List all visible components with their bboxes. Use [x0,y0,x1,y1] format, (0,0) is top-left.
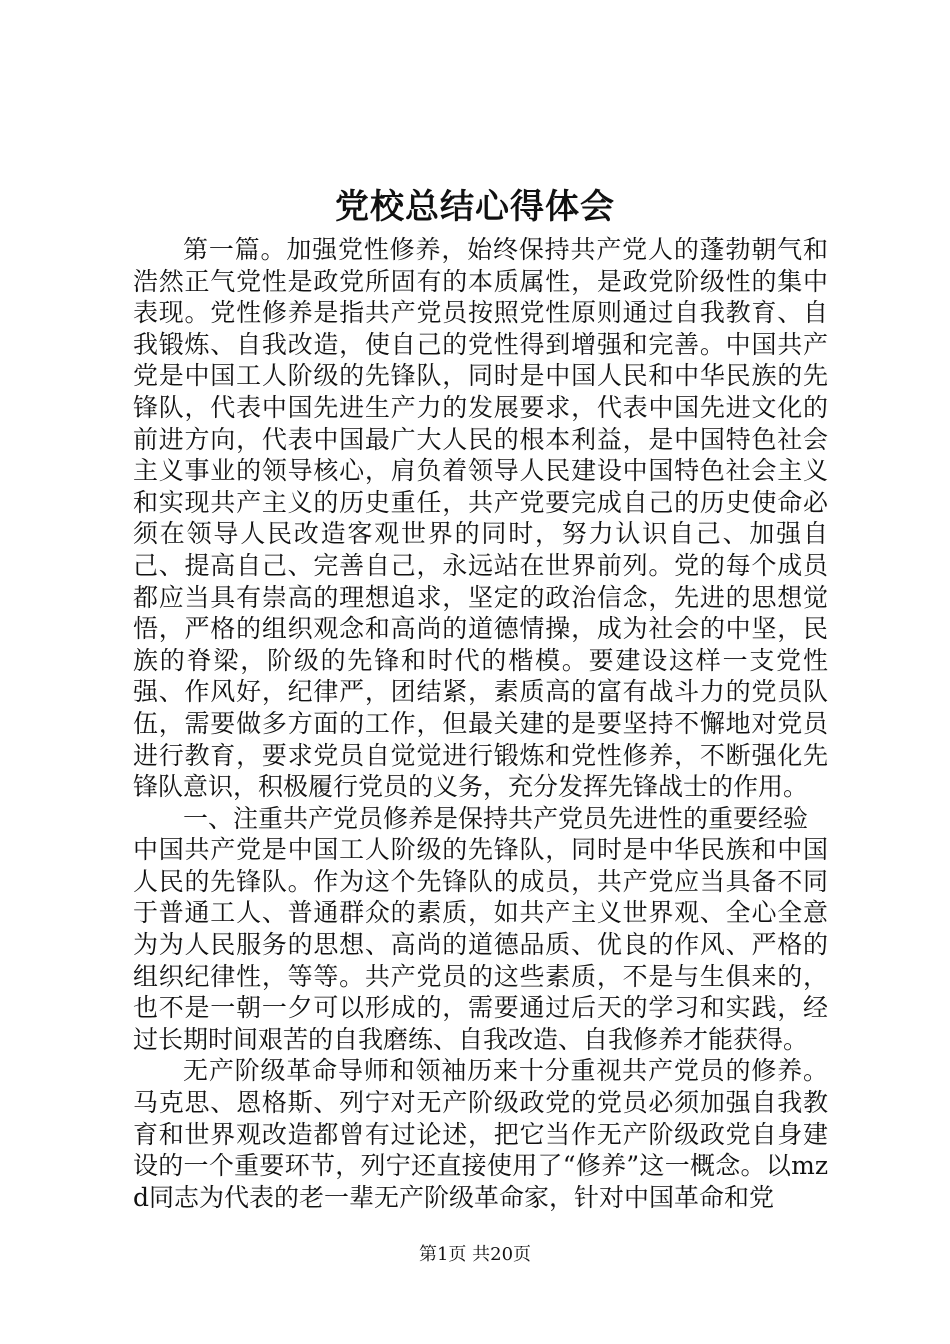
paragraph-3: 无产阶级革命导师和领袖历来十分重视共产党员的修养。马克思、恩格斯、列宁对无产阶级政党的党员必须加强自我教育和世界观改造都曾有过论述，把它当作无产阶级政党自身建设的一个重要环节，列宁还直接使用了“修养”这一概念。以mzd同志为代表的老一辈无产阶级革命家，针对中国革命和党 [133,1056,828,1212]
document-body [133,234,828,1213]
section-heading-1: 一、注重共产党员修养是保持共产党员先进性的重要经验 [183,803,809,833]
paragraph-2: 中国共产党是中国工人阶级的先锋队，同时是中华民族和中国人民的先锋队。作为这个先锋队的成员，共产党应当具备不同于普通工人、普通群众的素质，如共产主义世界观、全心全意为为人民服务的思想、高尚的道德品质、优良的作风、严格的组织纪律性，等等。共产党员的这些素质，不是与生俱来的，也不是一朝一夕可以形成的，需要通过后天的学习和实践，经过长期时间艰苦的自我磨练、自我改造、自我修养才能获得。 [133,835,828,1054]
paragraph-1: 第一篇。加强党性修养，始终保持共产党人的蓬勃朝气和浩然正气党性是政党所固有的本质属性，是政党阶级性的集中表现。党性修养是指共产党员按照党性原则通过自我教育、自我锻炼、自我改造，使自己的党性得到增强和完善。中国共产党是中国工人阶级的先锋队，同时是中国人民和中华民族的先锋队，代表中国先进生产力的发展要求，代表中国先进文化的前进方向，代表中国最广大人民的根本利益，是中国特色社会主义事业的领导核心，肩负着领导人民建设中国特色社会主义和实现共产主义的历史重任，共产党要完成自己的历史使命必须在领导人民改造客观世界的同时，努力认识自己、加强自己、提高自己、完善自己，永远站在世界前列。党的每个成员都应当具有崇高的理想追求，坚定的政治信念，先进的思想觉悟，严格的组织观念和高尚的道德情操，成为社会的中坚，民族的脊梁，阶级的先锋和时代的楷模。要建设这样一支党性强、作风好，纪律严，团结紧，素质高的富有战斗力的党员队伍，需要做多方面的工作，但最关建的是要坚持不懈地对党员进行教育，要求党员自觉觉进行锻炼和党性修养，不断强化先锋队意识，积极履行党员的义务，充分发挥先锋战士的作用。 [133,235,828,802]
page-footer: 第1页 共20页 [418,1244,532,1265]
document-title: 党校总结心得体会 [335,187,615,227]
